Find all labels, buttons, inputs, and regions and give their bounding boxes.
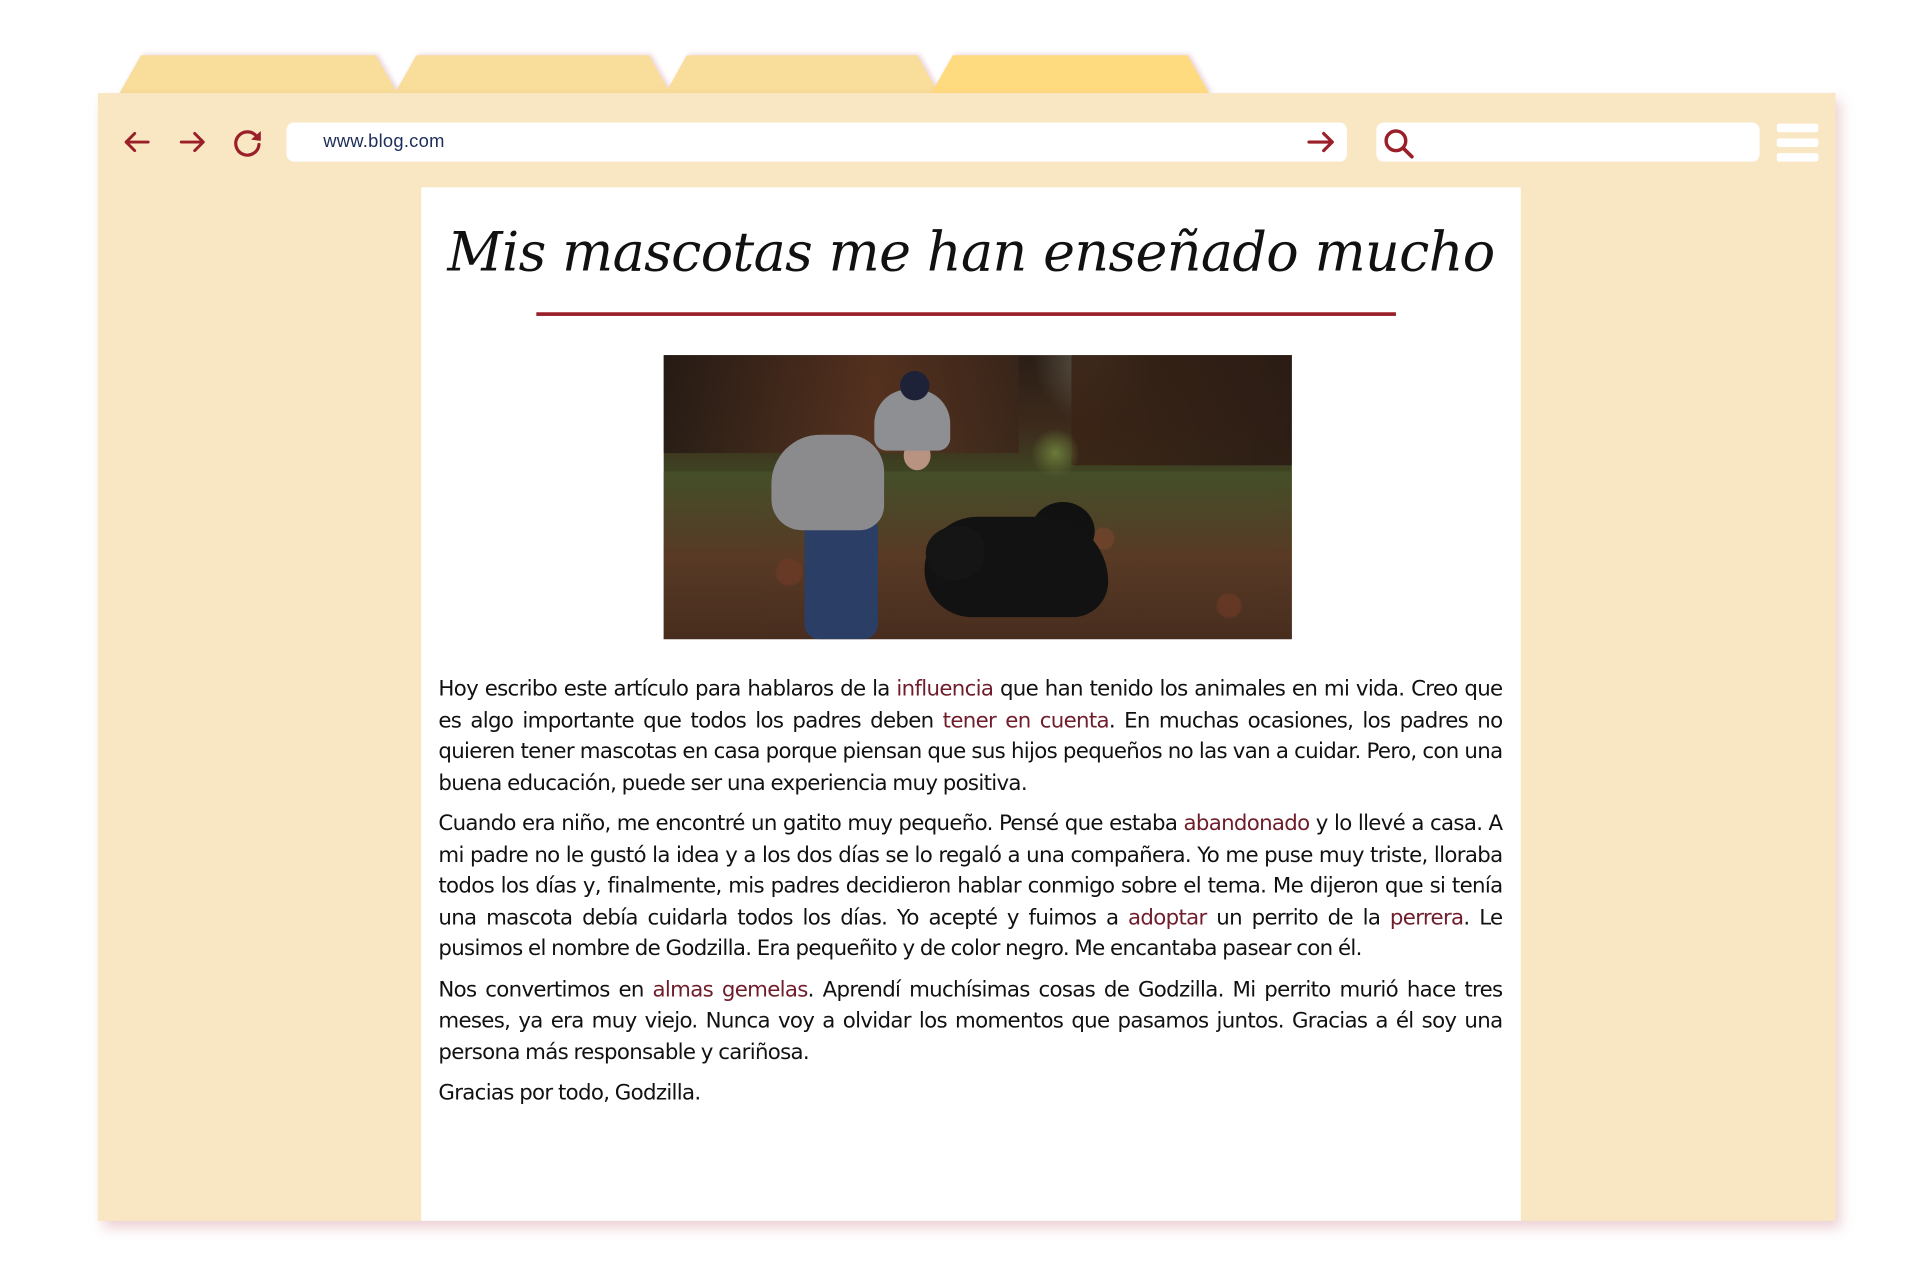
url-text[interactable]: www.blog.com [323, 131, 445, 152]
link-almas-gemelas[interactable]: almas gemelas [652, 977, 808, 1003]
reload-button[interactable] [230, 125, 264, 159]
paragraph-4: Gracias por todo, Godzilla. [438, 1081, 701, 1106]
reload-icon [230, 125, 264, 159]
go-button[interactable] [1305, 126, 1337, 158]
back-button[interactable] [120, 125, 154, 159]
link-influencia[interactable]: influencia [896, 677, 994, 702]
browser-tab-3[interactable] [665, 55, 939, 94]
arrow-left-icon [120, 125, 154, 159]
arrow-right-icon [1305, 126, 1337, 158]
title-underline [536, 312, 1396, 316]
link-tener-en-cuenta[interactable]: tener en cuenta [942, 708, 1109, 733]
hamburger-menu-icon[interactable] [1777, 124, 1819, 161]
arrow-right-icon [175, 125, 209, 159]
paragraph-3: Nos convertimos en almas gemelas. Aprendí muchísimas cosas de Godzilla. Mi perrito murió hace tres meses, ya era muy viejo. Nunca voy a olvidar los momentos que pasamos juntos. Gracias a él soy una persona más responsable y cariñosa. [438, 977, 1503, 1065]
address-bar[interactable] [287, 122, 1347, 161]
article-title: Mis mascotas me han enseñado mucho [447, 221, 1495, 285]
link-abandonado[interactable]: abandonado [1183, 811, 1310, 837]
browser-tab-1[interactable] [119, 55, 398, 94]
article-body [438, 675, 1502, 1120]
article-photo [664, 355, 1292, 639]
paragraph-2: Cuando era niño, me encontré un gatito muy pequeño. Pensé que estaba abandonado y lo llevé a casa. A mi padre no le gustó la idea y a los dos días se lo regaló a una compañera. Yo me puse muy triste, lloraba todos los días y, finalmente, mis padres decidieron hablar conmigo sobre el tema. Me dijeron que si tenía una mascota debía cuidarla todos los días. Yo acepté y fuimos a adoptar un perrito de la perrera. Le pusimos el nombre de Godzilla. Era pequeñito y de color negro. Me encantaba pasear con él. [438, 811, 1503, 962]
link-adoptar[interactable]: adoptar [1128, 905, 1207, 931]
browser-tab-2[interactable] [394, 55, 671, 94]
browser-tab-active[interactable] [931, 55, 1210, 94]
link-perrera[interactable]: perrera [1389, 905, 1464, 931]
page-content [421, 187, 1521, 1220]
search-icon[interactable] [1381, 126, 1415, 160]
forward-button[interactable] [175, 125, 209, 159]
search-bar[interactable] [1376, 122, 1759, 161]
paragraph-1: Hoy escribo este artículo para hablaros de la influencia que han tenido los animales en mi vida. Creo que es algo importante que todos los padres deben tener en cuenta. En muchas ocasiones, los padres no quieren tener mascotas en casa porque piensan que sus hijos pequeños no las van a cuidar. Pero, con una buena educación, puede ser una experiencia muy positiva. [438, 677, 1503, 796]
